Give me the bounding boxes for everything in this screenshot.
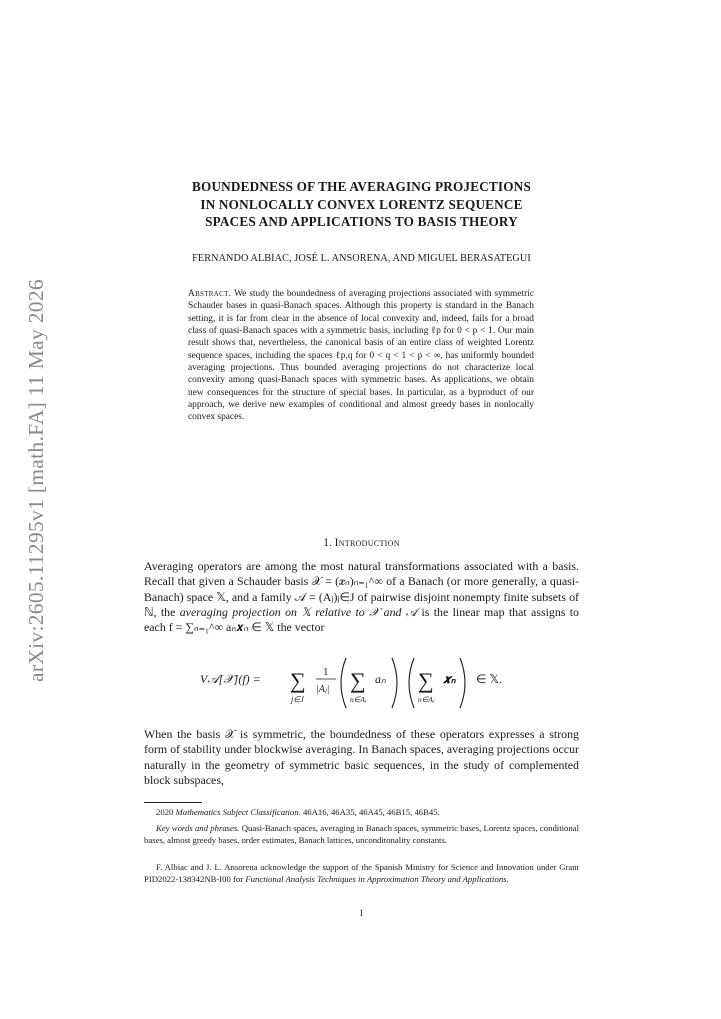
equation-frac-den: |Aⱼ| xyxy=(316,684,330,695)
equation-sum-sub: j∈J xyxy=(291,695,304,704)
equation-inner-sub: n∈Aⱼ xyxy=(350,695,367,704)
section-number: 1. xyxy=(323,537,332,549)
msc-codes: 46A16, 46A35, 46A45, 46B15, 46B45. xyxy=(302,807,440,817)
equation-rhs: ∈ 𝕏. xyxy=(476,672,503,686)
equation-paren-left xyxy=(409,658,414,708)
title-line: BOUNDEDNESS OF THE AVERAGING PROJECTIONS xyxy=(192,179,531,194)
abstract-text: We study the boundedness of averaging projections associated with symmetric Schauder bases in quasi-Banach spaces. Although this property is standard in the Banach setting, it is far from clear in the absence of local convexity and, indeed, fails for a broad class of quasi-Banach spaces with a symmetric basis, including ℓp for 0 < p < 1. Our main result shows that, nevertheless, the canonical basis of an entire class of weighted Lorentz sequence spaces, including the spaces ℓp,q for 0 < q < 1 < p < ∞, has uniformly bounded averaging projections. Thus bounded averaging projections do not characterize local convexity among quasi-Banach spaces with symmetric bases. As applications, we obtain new consequences for the structure of special bases. In particular, as a byproduct of our approach, we derive new examples of conditional and almost greedy bases in nonlocally convex spaces. xyxy=(188,289,534,423)
abstract-label: Abstract. xyxy=(188,289,232,299)
equation-sum: ∑ xyxy=(290,668,306,693)
equation-inner-sub: n∈Aⱼ xyxy=(418,695,435,704)
footnote-msc xyxy=(144,806,579,818)
intro-text: is the linear map that assigns to each f = ∑ₙ₌₁^∞ aₙ𝒙ₙ ∈ 𝕏 the vector xyxy=(144,604,579,635)
page-number: 1 xyxy=(359,908,364,918)
footnote-acknowledgment xyxy=(144,861,579,886)
equation-lhs: V𝒜[𝒳](f) = xyxy=(200,672,261,686)
footnote-keywords xyxy=(144,822,579,847)
equation-inner-sum: ∑ xyxy=(418,668,434,693)
arxiv-identifier: arXiv:2605.11295v1 [math.FA] 11 May 2026 xyxy=(24,279,48,682)
equation-inner-term: 𝒙ₙ xyxy=(443,672,456,686)
equation-paren-right xyxy=(392,658,397,708)
abstract xyxy=(188,288,534,424)
author-list: FERNANDO ALBIAC, JOSÉ L. ANSORENA, AND MIGUEL BERASATEGUI xyxy=(192,253,531,264)
msc-year: 2020 xyxy=(156,807,174,817)
keywords-label: Key words and phrases. xyxy=(156,823,240,833)
intro-paragraph-2: When the basis 𝒳 is symmetric, the boundedness of these operators expresses a strong form of stability under blockwise averaging. In Banach spaces, averaging projections occur naturally in the geometry of symmetric basic sequences, in the study of complemented block subspaces, xyxy=(144,727,579,787)
equation-frac-num: 1 xyxy=(323,666,329,678)
intro-text: Averaging operators are among the most natural transformations associated with a basis. Recall that given a Schauder basis 𝒳 = (𝒙ₙ)ₙ₌₁^∞ of a Banach (or more generally, a quasi-Banach) space 𝕏, and a family 𝒜 = (Aⱼ)ⱼ∈J of pairwise disjoint nonempty finite subsets of ℕ, the xyxy=(144,559,579,619)
intro-emphasis: averaging projection on 𝕏 relative to 𝒳 and 𝒜 xyxy=(179,604,418,619)
ack-grant-title: Functional Analysis Techniques in Approximation Theory and Applications. xyxy=(245,874,509,885)
equation-inner-term: aₙ xyxy=(375,672,386,686)
section-heading xyxy=(144,537,579,549)
averaging-projection-equation xyxy=(200,654,540,724)
ack-text: F. Albiac and J. L. Ansorena acknowledge the support of the Spanish Ministry for Science and Innovation under Grant PID2022-138342NB-I00 for xyxy=(144,862,579,885)
equation-inner-sum: ∑ xyxy=(350,668,366,693)
paper-title xyxy=(144,178,579,231)
footnote-divider xyxy=(144,802,202,803)
msc-label: Mathematics Subject Classification. xyxy=(175,807,301,817)
keywords-text: Quasi-Banach spaces, averaging in Banach spaces, symmetric bases, Lorentz spaces, conditional bases, almost greedy bases, order estimates, Banach lattices, unconditonality constants. xyxy=(144,823,580,846)
title-line: SPACES AND APPLICATIONS TO BASIS THEORY xyxy=(205,214,518,229)
title-line: IN NONLOCALLY CONVEX LORENTZ SEQUENCE xyxy=(200,196,523,212)
section-title: Introduction xyxy=(334,537,400,549)
equation-paren-right xyxy=(460,658,465,708)
intro-paragraph-1 xyxy=(144,559,579,635)
equation-paren-left xyxy=(341,658,346,708)
